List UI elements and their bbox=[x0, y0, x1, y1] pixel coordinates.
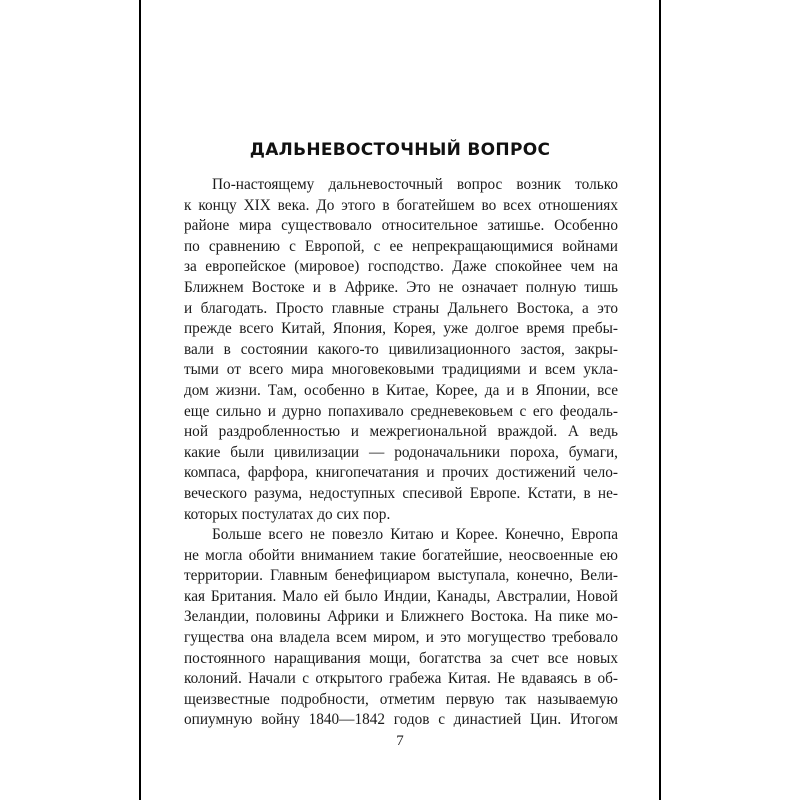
text-line: постоянного наращивания мощи, богатства за счет все новых bbox=[184, 649, 618, 667]
text-line: гущества она владела всем миром, и это могущество требовало bbox=[184, 629, 618, 647]
text-line: по сравнению с Европой, с ее непрекращающимися войнами bbox=[184, 237, 618, 255]
text-line: не могла обойти вниманием такие богатейшие, неосвоенные ею bbox=[184, 546, 618, 564]
text-line: еще сильно и дурно попахивало средневековьем с его феодаль- bbox=[184, 402, 618, 420]
text-line: районе мира существовало относительное затишье. Особенно bbox=[184, 217, 618, 235]
text-line: Зеландии, половины Африки и Ближнего Востока. На пике мо- bbox=[184, 608, 618, 626]
page-right-border bbox=[659, 0, 661, 800]
text-line: которых постулатах до сих пор. bbox=[184, 505, 391, 523]
text-line: вали в состоянии какого-то цивилизационного застоя, закры- bbox=[184, 340, 618, 358]
paragraph-2 bbox=[184, 525, 618, 731]
paragraph-1 bbox=[184, 175, 618, 525]
text-line: По-настоящему дальневосточный вопрос возник только bbox=[212, 176, 618, 193]
text-line: компаса, фарфора, книгопечатания и прочих достижений чело- bbox=[184, 464, 618, 482]
text-line: колоний. Начали с открытого грабежа Китая. Не вдаваясь в об- bbox=[184, 670, 618, 688]
text-line: дом жизни. Там, особенно в Китае, Корее, да и в Японии, все bbox=[184, 381, 618, 399]
text-line: и благодать. Просто главные страны Дальнего Востока, а это bbox=[184, 299, 618, 317]
text-line: Больше всего не повезло Китаю и Корее. Конечно, Европа bbox=[212, 526, 618, 544]
chapter-heading: ДАЛЬНЕВОСТОЧНЫЙ ВОПРОС bbox=[249, 140, 551, 160]
text-line: прежде всего Китай, Япония, Корея, уже долгое время пребы- bbox=[184, 320, 618, 338]
text-line: опиумную войну 1840—1842 годов с династией Цин. Итогом bbox=[184, 711, 618, 729]
text-line: какие были цивилизации — родоначальники пороха, бумаги, bbox=[184, 443, 618, 461]
text-line: Ближнем Востоке и в Африке. Это не означает полную тишь bbox=[184, 278, 618, 296]
body-text bbox=[184, 175, 618, 731]
text-line: веческого разума, недоступных спесивой Европе. Кстати, в не- bbox=[184, 484, 618, 502]
page-number: 7 bbox=[396, 733, 404, 749]
text-line: тыми от всего мира многовековыми традициями и всем укла- bbox=[184, 361, 618, 379]
text-line: за европейское (мировое) господство. Даже спокойнее чем на bbox=[184, 258, 618, 276]
text-line: ной раздробленностью и межрегиональной враждой. А ведь bbox=[184, 423, 618, 441]
text-line: территории. Главным бенефициаром выступала, конечно, Вели- bbox=[184, 567, 618, 585]
book-page bbox=[141, 0, 659, 800]
text-line: к концу XIX века. До этого в богатейшем во всех отношениях bbox=[184, 196, 618, 214]
text-line: щеизвестные подробности, отметим первую так называемую bbox=[184, 690, 618, 708]
text-line: кая Британия. Мало ей было Индии, Канады, Австралии, Новой bbox=[184, 587, 618, 605]
